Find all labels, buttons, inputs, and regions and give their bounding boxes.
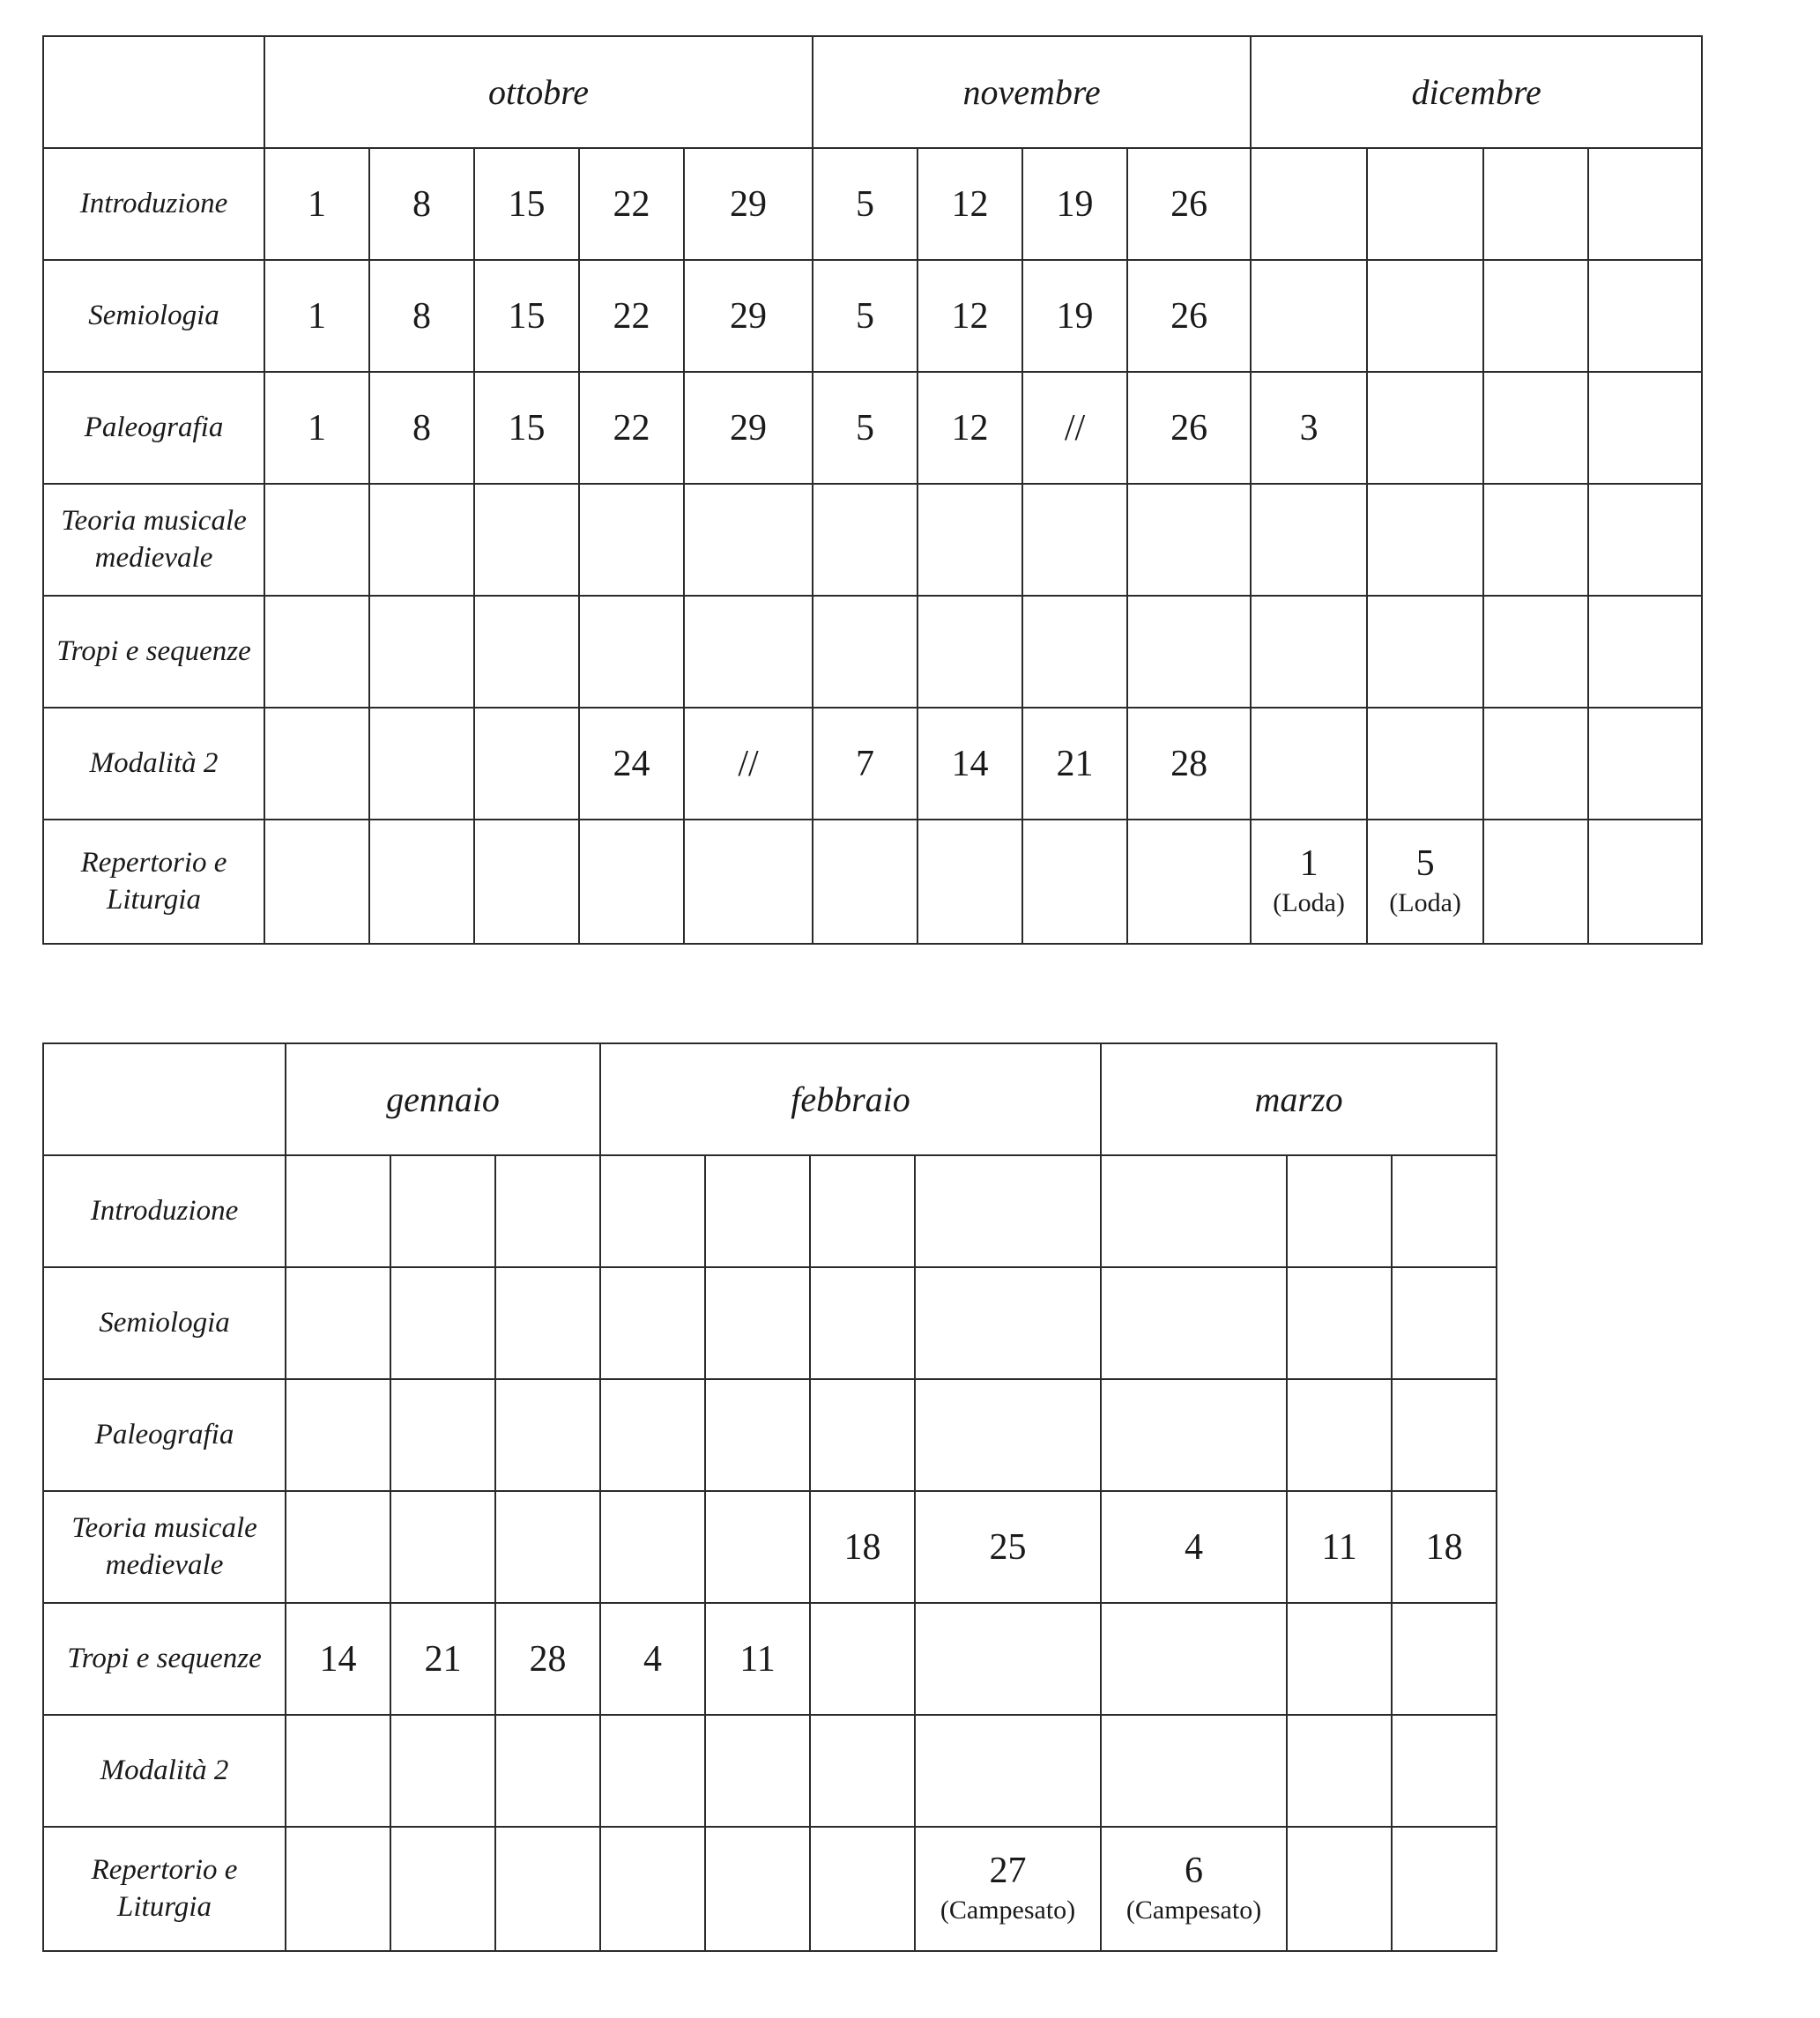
- date-cell: 18: [810, 1491, 915, 1603]
- date-cell: [1367, 596, 1483, 708]
- date-cell: [369, 820, 474, 944]
- date-cell: 25: [915, 1491, 1101, 1603]
- date-cell: 1: [264, 148, 369, 260]
- subject-label: Modalità 2: [43, 1715, 286, 1827]
- table-row-teoria-musicale-medievale: [43, 484, 1702, 596]
- date-value: 5: [1415, 842, 1435, 884]
- date-cell: [1392, 1267, 1497, 1379]
- subject-label: Introduzione: [43, 1155, 286, 1267]
- subject-label: Modalità 2: [43, 708, 264, 820]
- date-cell: [1483, 596, 1588, 708]
- date-cell: [600, 1155, 705, 1267]
- date-cell: [390, 1827, 495, 1951]
- table-row-paleografia: [43, 372, 1702, 484]
- date-cell: [810, 1715, 915, 1827]
- instructor-note: (Loda): [1389, 887, 1461, 917]
- date-cell: [1022, 484, 1127, 596]
- date-cell: 22: [579, 372, 684, 484]
- date-cell: [495, 1155, 600, 1267]
- date-cell: [1251, 484, 1367, 596]
- date-cell: 29: [684, 260, 813, 372]
- date-cell: 22: [579, 260, 684, 372]
- date-cell: [1251, 708, 1367, 820]
- date-cell: [813, 596, 917, 708]
- date-cell: [917, 820, 1022, 944]
- date-cell: 22: [579, 148, 684, 260]
- date-cell: [286, 1715, 390, 1827]
- date-cell: 15: [474, 372, 579, 484]
- date-cell: [264, 820, 369, 944]
- date-cell: 12: [917, 372, 1022, 484]
- date-cell: [810, 1603, 915, 1715]
- date-cell: [1101, 1155, 1287, 1267]
- date-cell: [600, 1827, 705, 1951]
- date-cell: 15: [474, 260, 579, 372]
- date-cell: [1287, 1603, 1392, 1715]
- date-cell: [1588, 260, 1702, 372]
- date-cell: [600, 1267, 705, 1379]
- date-cell: 26: [1127, 260, 1251, 372]
- date-cell: [810, 1827, 915, 1951]
- date-cell: [1483, 820, 1588, 944]
- date-cell: [705, 1491, 810, 1603]
- date-cell: [1483, 372, 1588, 484]
- date-cell: [705, 1267, 810, 1379]
- date-cell: [705, 1715, 810, 1827]
- date-cell: 26: [1127, 372, 1251, 484]
- instructor-note: (Loda): [1273, 887, 1345, 917]
- date-cell: [579, 820, 684, 944]
- subject-label: Semiologia: [43, 1267, 286, 1379]
- date-cell: //: [1022, 372, 1127, 484]
- date-cell: [286, 1827, 390, 1951]
- subject-label: Repertorio e Liturgia: [43, 1827, 286, 1951]
- month-header-dicembre: dicembre: [1251, 36, 1702, 148]
- date-cell: [1588, 148, 1702, 260]
- date-cell: [684, 820, 813, 944]
- date-cell: [1392, 1603, 1497, 1715]
- table-row-introduzione: [43, 148, 1702, 260]
- date-cell: [810, 1267, 915, 1379]
- date-cell: [1367, 148, 1483, 260]
- date-cell: [369, 596, 474, 708]
- date-cell: 8: [369, 372, 474, 484]
- date-cell: [1483, 148, 1588, 260]
- date-cell: [390, 1155, 495, 1267]
- date-cell: 15: [474, 148, 579, 260]
- date-cell: 8: [369, 260, 474, 372]
- date-cell: [495, 1379, 600, 1491]
- date-cell: 12: [917, 260, 1022, 372]
- date-cell: [1367, 820, 1483, 944]
- month-header-row: [43, 36, 1702, 148]
- month-header-gennaio: gennaio: [286, 1043, 600, 1155]
- date-cell: [1483, 260, 1588, 372]
- subject-label: Semiologia: [43, 260, 264, 372]
- date-cell: [1287, 1715, 1392, 1827]
- date-cell: [1588, 596, 1702, 708]
- date-cell: [1101, 1379, 1287, 1491]
- corner-cell: [43, 1043, 286, 1155]
- month-header-ottobre: ottobre: [264, 36, 813, 148]
- date-cell: 5: [813, 372, 917, 484]
- month-header-marzo: marzo: [1101, 1043, 1497, 1155]
- subject-label: Introduzione: [43, 148, 264, 260]
- date-cell: [369, 708, 474, 820]
- date-cell: [1127, 484, 1251, 596]
- date-cell: [579, 596, 684, 708]
- date-cell: 5: [813, 148, 917, 260]
- month-header-febbraio: febbraio: [600, 1043, 1101, 1155]
- date-cell: 19: [1022, 148, 1127, 260]
- date-cell: [264, 596, 369, 708]
- date-cell: [390, 1379, 495, 1491]
- table-row-semiologia: [43, 1267, 1497, 1379]
- date-cell: [915, 1603, 1101, 1715]
- date-cell: [915, 1827, 1101, 1951]
- date-cell: [1287, 1379, 1392, 1491]
- subject-label: Teoria musicale medievale: [43, 1491, 286, 1603]
- subject-label: Tropi e sequenze: [43, 596, 264, 708]
- date-cell: [915, 1715, 1101, 1827]
- date-cell: [813, 820, 917, 944]
- subject-label: Teoria musicale medievale: [43, 484, 264, 596]
- date-cell: [1287, 1267, 1392, 1379]
- table-row-paleografia: [43, 1379, 1497, 1491]
- date-cell: [1251, 260, 1367, 372]
- date-cell: [390, 1715, 495, 1827]
- date-cell: 29: [684, 148, 813, 260]
- date-cell: 29: [684, 372, 813, 484]
- date-cell: [917, 596, 1022, 708]
- date-cell: [684, 596, 813, 708]
- schedule-table-autumn: [42, 35, 1703, 945]
- date-cell: [1101, 1267, 1287, 1379]
- date-value: 1: [1299, 842, 1319, 884]
- date-cell: [705, 1827, 810, 1951]
- date-cell: [474, 820, 579, 944]
- date-cell: 8: [369, 148, 474, 260]
- date-cell: [1287, 1827, 1392, 1951]
- date-cell: [600, 1491, 705, 1603]
- instructor-note: (Campesato): [1125, 1895, 1262, 1925]
- date-cell: [1588, 708, 1702, 820]
- date-cell: [369, 484, 474, 596]
- date-cell: 21: [1022, 708, 1127, 820]
- date-cell: [1127, 596, 1251, 708]
- date-cell: [264, 708, 369, 820]
- date-cell: [495, 1267, 600, 1379]
- date-cell: [474, 484, 579, 596]
- date-cell: [1588, 820, 1702, 944]
- date-cell: [915, 1267, 1101, 1379]
- date-cell: 21: [390, 1603, 495, 1715]
- date-cell: 7: [813, 708, 917, 820]
- date-cell: [915, 1155, 1101, 1267]
- date-cell: [1392, 1379, 1497, 1491]
- subject-label: Paleografia: [43, 1379, 286, 1491]
- date-cell: [810, 1155, 915, 1267]
- instructor-note: (Campesato): [940, 1895, 1076, 1925]
- date-cell: [390, 1267, 495, 1379]
- date-cell: 28: [1127, 708, 1251, 820]
- table-row-semiologia: [43, 260, 1702, 372]
- date-cell: [1251, 596, 1367, 708]
- date-value: 27: [989, 1850, 1027, 1891]
- date-cell: [1588, 484, 1702, 596]
- date-cell: [600, 1715, 705, 1827]
- date-cell: [1251, 148, 1367, 260]
- date-cell: [495, 1715, 600, 1827]
- date-cell: 14: [286, 1603, 390, 1715]
- date-cell: [705, 1155, 810, 1267]
- table-row-introduzione: [43, 1155, 1497, 1267]
- date-cell: 5: [813, 260, 917, 372]
- date-cell: 19: [1022, 260, 1127, 372]
- table-row-modalita-2: [43, 1715, 1497, 1827]
- date-cell: [474, 596, 579, 708]
- date-cell: 18: [1392, 1491, 1497, 1603]
- date-cell: [1101, 1715, 1287, 1827]
- date-cell: [1483, 484, 1588, 596]
- date-cell: 28: [495, 1603, 600, 1715]
- date-cell: [579, 484, 684, 596]
- date-cell: [1101, 1827, 1287, 1951]
- corner-cell: [43, 36, 264, 148]
- date-cell: [684, 484, 813, 596]
- date-cell: [915, 1379, 1101, 1491]
- date-cell: [286, 1491, 390, 1603]
- date-cell: 12: [917, 148, 1022, 260]
- date-cell: [705, 1379, 810, 1491]
- date-cell: 11: [1287, 1491, 1392, 1603]
- date-cell: 3: [1251, 372, 1367, 484]
- date-cell: [600, 1379, 705, 1491]
- date-cell: [495, 1827, 600, 1951]
- table-row-teoria-musicale-medievale: [43, 1491, 1497, 1603]
- date-cell: [1022, 820, 1127, 944]
- date-cell: 24: [579, 708, 684, 820]
- date-cell: [1127, 820, 1251, 944]
- table-row-tropi-e-sequenze: [43, 596, 1702, 708]
- schedule-table-winter: [42, 1042, 1497, 1952]
- subject-label: Tropi e sequenze: [43, 1603, 286, 1715]
- date-cell: [1287, 1155, 1392, 1267]
- date-cell: [813, 484, 917, 596]
- date-value: 6: [1185, 1850, 1204, 1891]
- date-cell: [390, 1491, 495, 1603]
- date-cell: 4: [1101, 1491, 1287, 1603]
- date-cell: 4: [600, 1603, 705, 1715]
- date-cell: [1367, 484, 1483, 596]
- table-row-modalita-2: [43, 708, 1702, 820]
- date-cell: 11: [705, 1603, 810, 1715]
- date-cell: [917, 484, 1022, 596]
- date-cell: //: [684, 708, 813, 820]
- date-cell: 1: [264, 260, 369, 372]
- month-header-novembre: novembre: [813, 36, 1251, 148]
- date-cell: [1392, 1827, 1497, 1951]
- date-cell: [1588, 372, 1702, 484]
- subject-label: Paleografia: [43, 372, 264, 484]
- date-cell: [810, 1379, 915, 1491]
- table-row-tropi-e-sequenze: [43, 1603, 1497, 1715]
- date-cell: 14: [917, 708, 1022, 820]
- date-cell: [495, 1491, 600, 1603]
- month-header-row: [43, 1043, 1497, 1155]
- date-cell: [1367, 372, 1483, 484]
- date-cell: [474, 708, 579, 820]
- date-cell: [286, 1155, 390, 1267]
- table-row-repertorio-e-liturgia: [43, 820, 1702, 944]
- table-row-repertorio-e-liturgia: [43, 1827, 1497, 1951]
- date-cell: [1367, 708, 1483, 820]
- date-cell: [1251, 820, 1367, 944]
- date-cell: [1483, 708, 1588, 820]
- date-cell: [286, 1267, 390, 1379]
- date-cell: 26: [1127, 148, 1251, 260]
- date-cell: [1392, 1155, 1497, 1267]
- date-cell: [1367, 260, 1483, 372]
- date-cell: [1392, 1715, 1497, 1827]
- subject-label: Repertorio e Liturgia: [43, 820, 264, 944]
- date-cell: [286, 1379, 390, 1491]
- date-cell: [264, 484, 369, 596]
- date-cell: [1101, 1603, 1287, 1715]
- date-cell: [1022, 596, 1127, 708]
- date-cell: 1: [264, 372, 369, 484]
